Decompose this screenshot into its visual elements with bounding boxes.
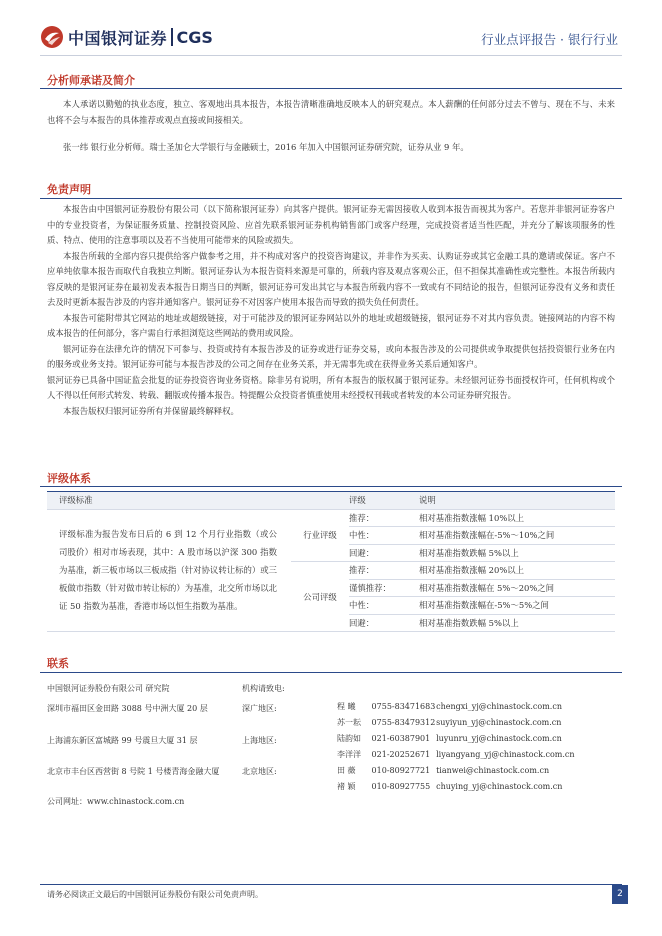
company-name: 中国银河证券股份有限公司 研究院: [47, 684, 170, 693]
disclaimer-paragraph: 本报告版权归银河证券所有并保留最终解释权。: [63, 405, 239, 416]
analyst-intro: 张一纬 银行业分析师。瑞士圣加仑大学银行与金融硕士，2016 年加入中国银河证券研究院，证券从业 9 年。: [63, 142, 469, 152]
address-shenzhen: 深圳市福田区金田路 3088 号中洲大厦 20 层: [47, 704, 208, 713]
table-row: [47, 509, 615, 527]
rating-desc: 相对基准指数涨幅在 5%～20%之间: [419, 579, 615, 597]
region-shanghai: 上海地区:: [242, 736, 277, 745]
rating-label: 推荐：: [349, 509, 419, 527]
footer-divider: [40, 884, 622, 885]
rating-label: 回避：: [349, 544, 419, 562]
contact-name: 程 曦: [337, 702, 356, 711]
contact-email[interactable]: luyunru_yj@chinastock.com.cn: [436, 734, 562, 743]
disclaimer-paragraph: 本报告由中国银河证券股份有限公司（以下简称银河证券）向其客户提供。银河证券无需因接收人收到本报告而视其为客户。若您并非银河证券客户中的专业投资者，为保证服务质量、控制投资风险、应首先联系银河证券机构销售部门或客户经理，完成投资者适当性匹配，并充分了解该项服务的性质、特点、使用的注意事项以及若不当使用可能带来的风险或损失。: [47, 204, 615, 245]
section-divider: [40, 672, 622, 673]
rating-section-title: 评级体系: [47, 472, 91, 485]
address-shanghai: 上海浦东新区富城路 99 号震旦大厦 31 层: [47, 736, 198, 745]
rating-desc: 相对基准指数跌幅 5%以上: [419, 544, 615, 562]
contact-name: 田 薇: [337, 766, 356, 775]
disclaimer-paragraph: 本报告可能附带其它网站的地址或超级链接，对于可能涉及的银河证券网站以外的地址或超级链接，银河证券不对其内容负责。链接网站的内容不构成本报告的任何部分，客户需自行承担浏览这些网站的费用或风险。: [47, 312, 615, 338]
rating-desc: 相对基准指数涨幅在-5%～10%之间: [419, 527, 615, 545]
contact-list: [337, 701, 575, 797]
cgs-logo-icon: [40, 25, 64, 49]
contact-phone: 010-80927755: [371, 782, 431, 791]
contact-email[interactable]: tianwei@chinastock.com.cn: [436, 766, 550, 775]
section-divider: [40, 486, 622, 487]
page-number: 2: [612, 885, 628, 904]
logo-text-cn: 中国银河证券: [68, 28, 168, 48]
logo: [40, 24, 213, 50]
contact-name: 李洋洋: [337, 750, 361, 759]
rating-group-label: 公司评级: [291, 562, 349, 632]
contact-email[interactable]: chuying_yj@chinastock.com.cn: [436, 782, 563, 791]
disclaimer-body: [47, 202, 615, 419]
rating-label: 中性：: [349, 527, 419, 545]
sales-label: 机构请致电:: [242, 684, 285, 693]
contact-phone: 010-80927721: [371, 766, 431, 775]
disclaimer-title: 免责声明: [47, 183, 91, 196]
region-shenzhen: 深广地区:: [242, 704, 277, 713]
contact-phone: 021-20252671: [371, 750, 431, 759]
contact-section-title: 联系: [47, 657, 69, 670]
rating-group-label: 行业评级: [291, 509, 349, 562]
contact-email[interactable]: chengxi_yj@chinastock.com.cn: [436, 702, 562, 711]
rating-label: 回避：: [349, 614, 419, 632]
rating-standard-text: 评级标准为报告发布日后的 6 到 12 个月行业指数（或公司股价）相对市场表现，其中：A 股市场以沪深 300 指数为基准，新三板市场以三板成指（针对协议转让标的）或三板做市指数（针对做市转让标的）为基准，北交所市场以北证 50 指数为基准，香港市场以恒生指数为基准。: [47, 509, 291, 632]
contact-phone: 0755-83471683: [371, 702, 436, 711]
rating-desc: 相对基准指数涨幅 20%以上: [419, 562, 615, 580]
rating-label: 谨慎推荐：: [349, 579, 419, 597]
address-beijing: 北京市丰台区西营街 8 号院 1 号楼青海金融大厦: [47, 767, 220, 776]
report-type: 行业点评报告 · 银行行业: [481, 32, 618, 47]
contact-name: 褚 颖: [337, 782, 356, 791]
contact-name: 陆韵如: [337, 734, 361, 743]
analyst-section-title: 分析师承诺及简介: [47, 74, 135, 87]
rating-table: [47, 491, 615, 632]
section-divider: [40, 198, 622, 199]
contact-person: [337, 717, 575, 733]
contact-phone: 0755-83479312: [371, 718, 436, 727]
contact-email[interactable]: suyiyun_yj@chinastock.com.cn: [436, 718, 562, 727]
contact-person: [337, 733, 575, 749]
analyst-commitment: 本人承诺以勤勉的执业态度，独立、客观地出具本报告，本报告清晰准确地反映本人的研究观点。本人薪酬的任何部分过去不曾与、现在不与、未来也将不会与本报告的具体推荐或观点直接或间接相关。: [47, 99, 615, 125]
region-beijing: 北京地区:: [242, 767, 277, 776]
contact-phone: 021-60387901: [371, 734, 431, 743]
rating-desc: 相对基准指数跌幅 5%以上: [419, 614, 615, 632]
company-website[interactable]: 公司网址：www.chinastock.com.cn: [47, 797, 185, 806]
contact-person: [337, 701, 575, 717]
disclaimer-paragraph: 银河证券在法律允许的情况下可参与、投资或持有本报告涉及的证券或进行证券交易，或向本报告涉及的公司提供或争取提供包括投资银行业务在内的服务或业务支持。银河证券可能与本报告涉及的公司之间存在业务关系，并无需事先或在获得业务关系后通知客户。: [47, 343, 615, 369]
logo-text-en: CGS: [176, 27, 213, 47]
rating-label: 中性：: [349, 597, 419, 615]
contact-person: [337, 765, 575, 781]
header-desc: 说明: [419, 492, 615, 510]
rating-table-header: [47, 492, 615, 510]
header-divider: [40, 55, 622, 56]
header-rating: 评级: [349, 492, 419, 510]
contact-person: [337, 749, 575, 765]
disclaimer-paragraph: 银河证券已具备中国证监会批复的证券投资咨询业务资格。除非另有说明，所有本报告的版权属于银河证券。未经银河证券书面授权许可，任何机构或个人不得以任何形式转发、转载、翻版或传播本报告。特提醒公众投资者慎重使用未经授权刊载或者转发的本公司证券研究报告。: [47, 374, 615, 400]
footer-disclaimer: 请务必阅读正文最后的中国银河证券股份有限公司免责声明。: [47, 890, 263, 899]
section-divider: [40, 88, 622, 89]
rating-label: 推荐：: [349, 562, 419, 580]
logo-divider: [171, 28, 173, 46]
contact-name: 苏一耘: [337, 718, 361, 727]
contact-person: [337, 781, 575, 797]
rating-desc: 相对基准指数涨幅在-5%～5%之间: [419, 597, 615, 615]
contact-email[interactable]: liyangyang_yj@chinastock.com.cn: [436, 750, 575, 759]
disclaimer-paragraph: 本报告所载的全部内容只提供给客户做参考之用，并不构成对客户的投资咨询建议，并非作为买卖、认购证券或其它金融工具的邀请或保证。客户不应单纯依靠本报告而取代自我独立判断。银河证券认为本报告资料来源是可靠的，所载内容及观点客观公正，但不担保其准确性或完整性。本报告所载内容反映的是银河证券在最初发表本报告日期当日的判断，银河证券可发出其它与本报告所载内容不一致或有不同结论的报告，但银河证券没有义务和责任去及时更新本报告涉及的内容并通知客户。银河证券不对因客户使用本报告而导致的损失负任何责任。: [47, 250, 615, 307]
rating-desc: 相对基准指数涨幅 10%以上: [419, 509, 615, 527]
header-standard: 评级标准: [47, 492, 291, 510]
